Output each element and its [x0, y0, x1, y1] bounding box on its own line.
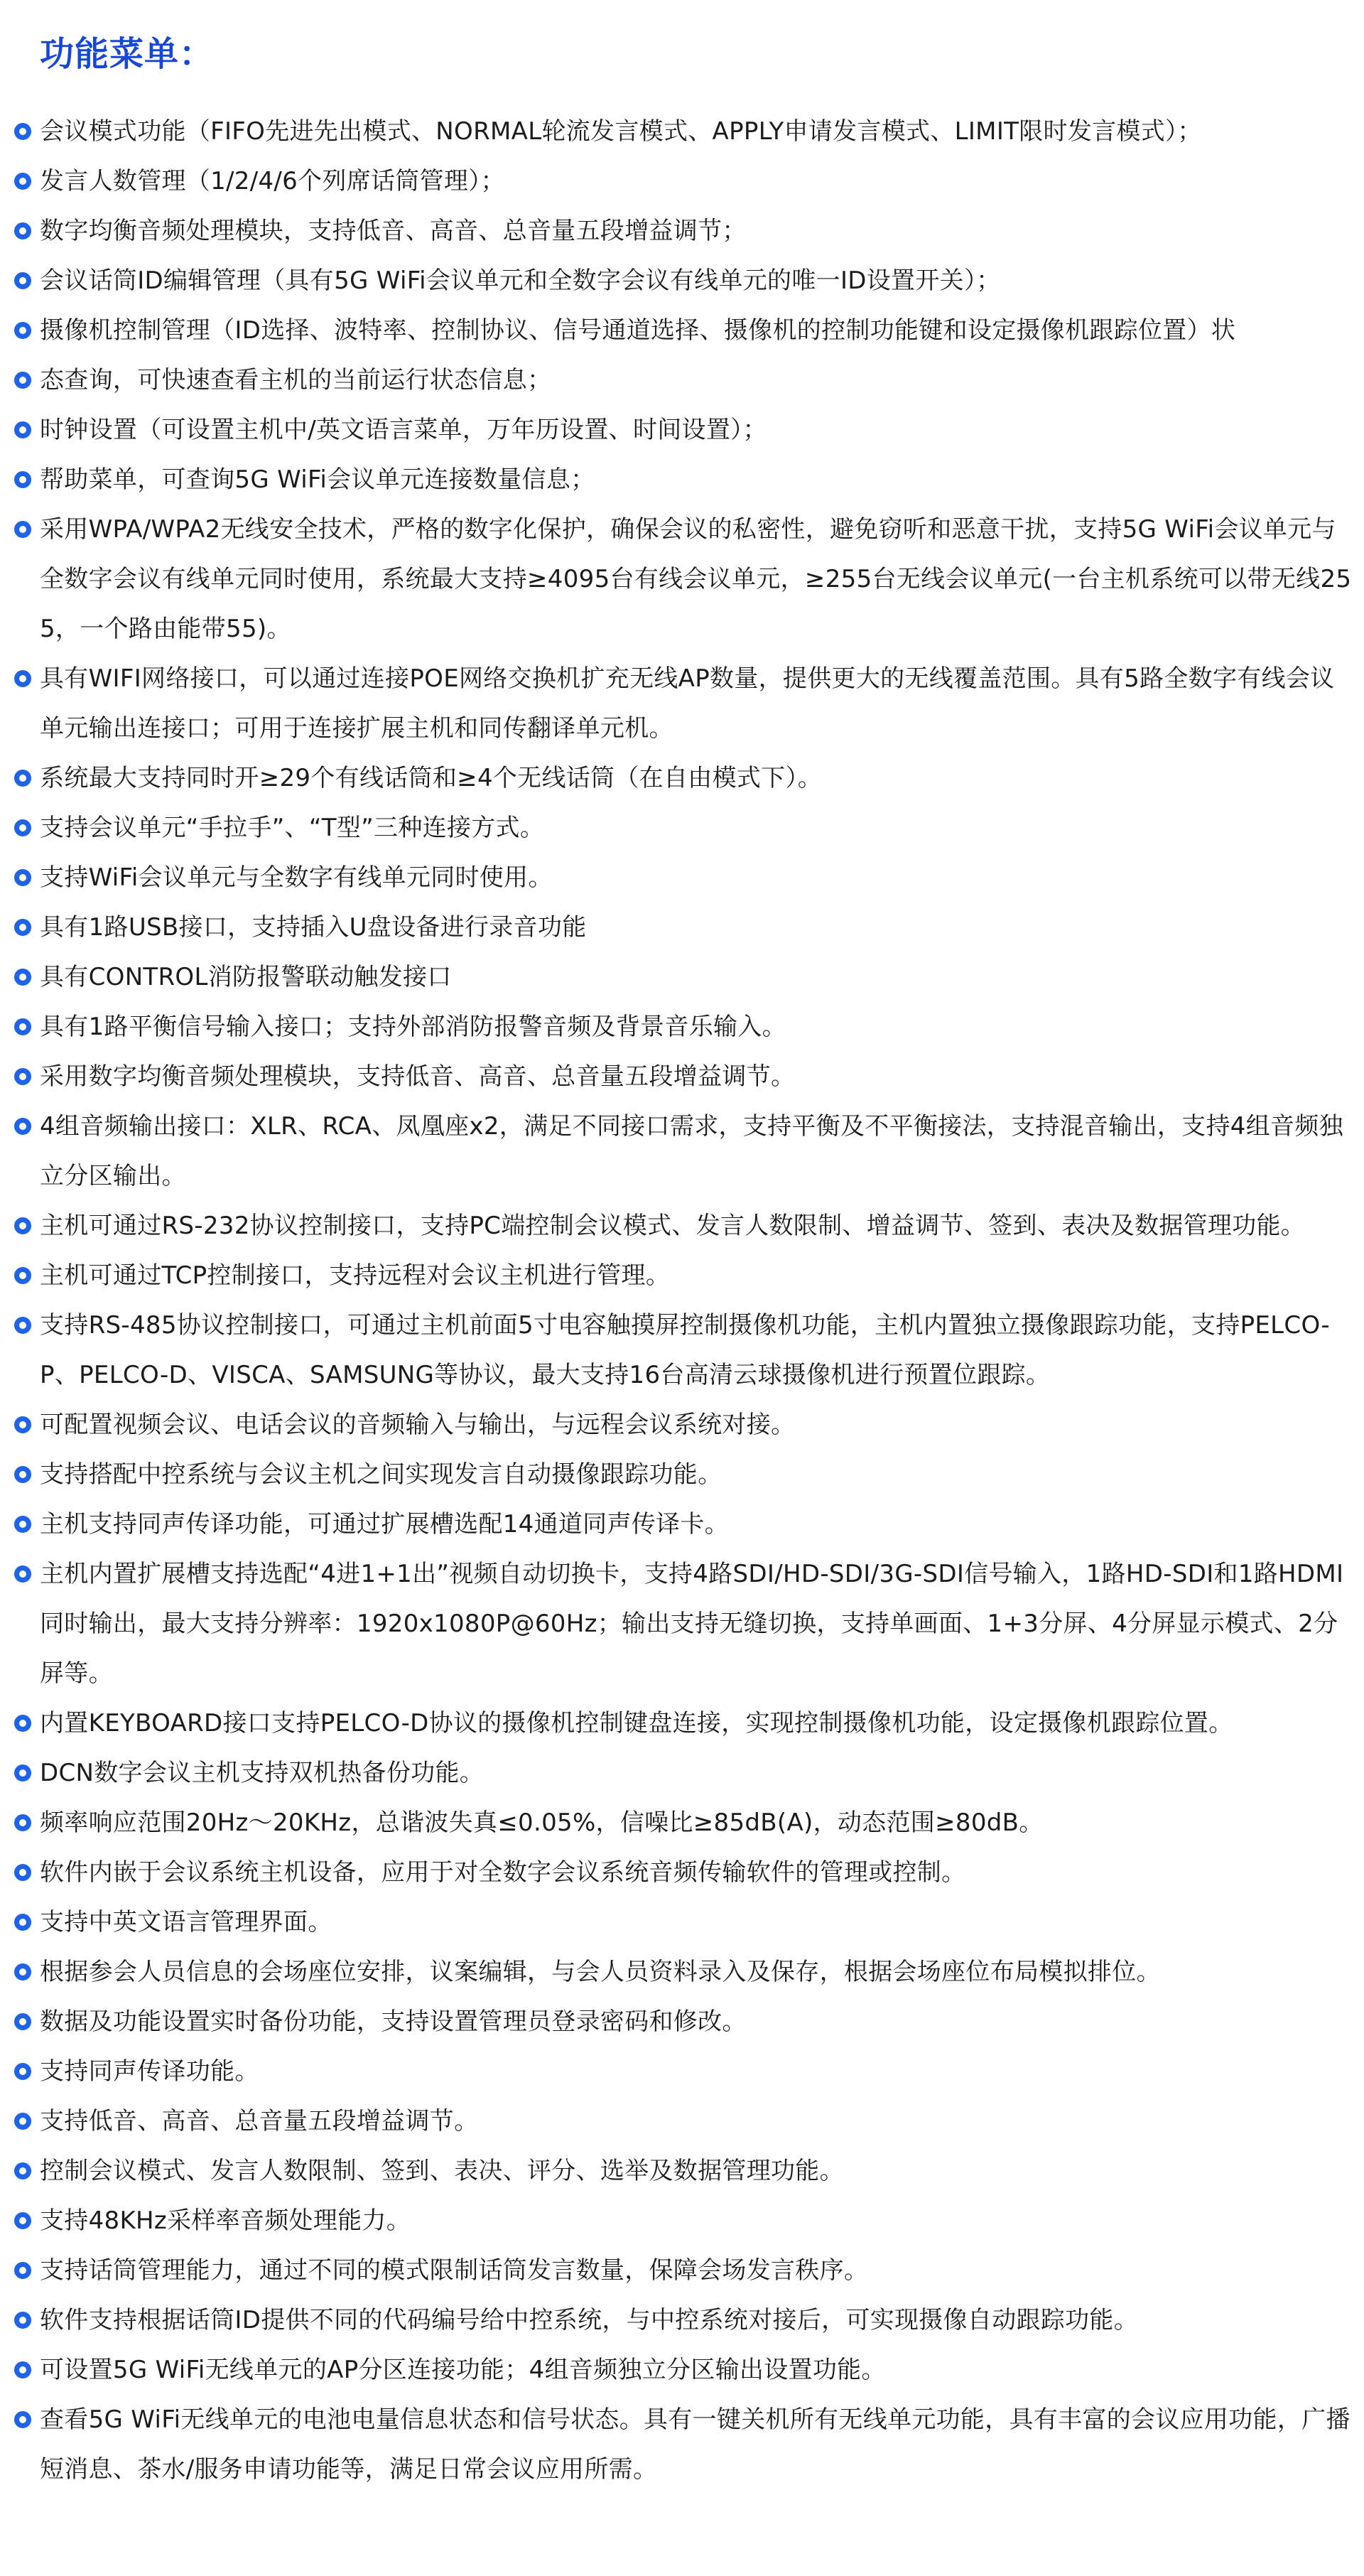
feature-text: 系统最大支持同时开≥29个有线话筒和≥4个无线话筒（在自由模式下）。	[40, 764, 823, 792]
bullet-ring-icon	[14, 1914, 31, 1931]
bullet-ring-icon	[14, 2262, 31, 2279]
bullet-ring-icon	[14, 2013, 31, 2030]
feature-item	[14, 2196, 1354, 2246]
bullet-ring-icon	[14, 2361, 31, 2378]
feature-item	[14, 1101, 1354, 1201]
feature-text: 摄像机控制管理（ID选择、波特率、控制协议、信号通道选择、摄像机的控制功能键和设定摄像机跟踪位置）状	[40, 316, 1236, 345]
bullet-ring-icon	[14, 670, 31, 687]
feature-text: 发言人数管理（1/2/4/6个列席话筒管理）；	[40, 167, 505, 195]
bullet-ring-icon	[14, 1416, 31, 1433]
feature-text: 控制会议模式、发言人数限制、签到、表决、评分、选举及数据管理功能。	[40, 2157, 844, 2185]
feature-item	[14, 952, 1354, 1002]
feature-text: 具有1路平衡信号输入接口；支持外部消防报警音频及背景音乐输入。	[40, 1013, 786, 1041]
feature-item	[14, 1499, 1354, 1549]
feature-item	[14, 803, 1354, 853]
bullet-ring-icon	[14, 1267, 31, 1284]
feature-text: 具有WIFI网络接口，可以通过连接POE网络交换机扩充无线AP数量，提供更大的无线覆盖范围。具有5路全数字有线会议单元输出连接口；可用于连接扩展主机和同传翻译单元机。	[40, 664, 1335, 743]
bullet-ring-icon	[14, 819, 31, 836]
bullet-ring-icon	[14, 2113, 31, 2130]
bullet-ring-icon	[14, 1018, 31, 1035]
bullet-ring-icon	[14, 1068, 31, 1085]
bullet-ring-icon	[14, 1565, 31, 1583]
feature-item	[14, 2246, 1354, 2295]
feature-text: 查看5G WiFi无线单元的电池电量信息状态和信号状态。具有一键关机所有无线单元功能，具有丰富的会议应用功能，广播短消息、茶水/服务申请功能等，满足日常会议应用所需。	[40, 2405, 1351, 2484]
bullet-ring-icon	[14, 1764, 31, 1782]
feature-item	[14, 355, 1354, 405]
feature-item	[14, 2146, 1354, 2196]
bullet-ring-icon	[14, 1466, 31, 1483]
feature-text: 采用数字均衡音频处理模块，支持低音、高音、总音量五段增益调节。	[40, 1062, 796, 1091]
feature-text: 可设置5G WiFi无线单元的AP分区连接功能；4组音频独立分区输出设置功能。	[40, 2356, 886, 2384]
feature-item	[14, 256, 1354, 306]
bullet-ring-icon	[14, 372, 31, 389]
feature-text: 具有CONTROL消防报警联动触发接口	[40, 963, 452, 991]
bullet-ring-icon	[14, 222, 31, 239]
bullet-ring-icon	[14, 1963, 31, 1980]
feature-item	[14, 206, 1354, 256]
feature-text: 根据参会人员信息的会场座位安排，议案编辑，与会人员资料录入及保存，根据会场座位布局模拟排位。	[40, 1958, 1161, 1986]
feature-item	[14, 405, 1354, 455]
feature-item	[14, 1400, 1354, 1450]
feature-item	[14, 156, 1354, 206]
bullet-ring-icon	[14, 421, 31, 438]
feature-item	[14, 654, 1354, 753]
feature-item	[14, 753, 1354, 803]
page-title: 功能菜单：	[40, 34, 215, 74]
bullet-ring-icon	[14, 2063, 31, 2080]
feature-text: 主机支持同声传译功能，可通过扩展槽选配14通道同声传译卡。	[40, 1510, 729, 1538]
feature-text: 具有1路USB接口，支持插入U盘设备进行录音功能	[40, 913, 587, 942]
bullet-ring-icon	[14, 969, 31, 986]
feature-text: 主机可通过RS-232协议控制接口，支持PC端控制会议模式、发言人数限制、增益调节、签到、表决及数据管理功能。	[40, 1212, 1306, 1240]
feature-item	[14, 1052, 1354, 1101]
feature-text: 采用WPA/WPA2无线安全技术，严格的数字化保护，确保会议的私密性，避免窃听和恶意干扰，支持5G WiFi会议单元与全数字会议有线单元同时使用，系统最大支持≥4095台有线会议单元，≥255台无线会议单元(一台主机系统可以带无线255，一个路由能带55)。	[40, 515, 1352, 643]
bullet-ring-icon	[14, 2411, 31, 2428]
feature-item	[14, 2295, 1354, 2345]
feature-text: 支持搭配中控系统与会议主机之间实现发言自动摄像跟踪功能。	[40, 1460, 722, 1489]
feature-text: 时钟设置（可设置主机中/英文语言菜单，万年历设置、时间设置）；	[40, 416, 767, 444]
feature-text: 数据及功能设置实时备份功能，支持设置管理员登录密码和修改。	[40, 2008, 747, 2036]
bullet-ring-icon	[14, 173, 31, 190]
feature-item	[14, 1201, 1354, 1251]
feature-text: 支持WiFi会议单元与全数字有线单元同时使用。	[40, 863, 553, 892]
bullet-ring-icon	[14, 770, 31, 787]
feature-item	[14, 1300, 1354, 1400]
bullet-ring-icon	[14, 869, 31, 886]
feature-item	[14, 505, 1354, 654]
feature-item	[14, 1251, 1354, 1300]
bullet-ring-icon	[14, 2162, 31, 2179]
feature-text: 会议话筒ID编辑管理（具有5G WiFi会议单元和全数字会议有线单元的唯一ID设置开关）；	[40, 266, 1001, 295]
feature-text: 内置KEYBOARD接口支持PELCO-D协议的摄像机控制键盘连接，实现控制摄像机功能，设定摄像机跟踪位置。	[40, 1709, 1233, 1737]
feature-text: 支持话筒管理能力，通过不同的模式限制话筒发言数量，保障会场发言秩序。	[40, 2256, 869, 2285]
feature-item	[14, 1997, 1354, 2047]
feature-item	[14, 1848, 1354, 1897]
feature-item	[14, 2047, 1354, 2096]
feature-text: 数字均衡音频处理模块，支持低音、高音、总音量五段增益调节；	[40, 217, 747, 245]
bullet-ring-icon	[14, 272, 31, 289]
feature-item	[14, 2096, 1354, 2146]
bullet-ring-icon	[14, 322, 31, 339]
feature-item	[14, 1897, 1354, 1947]
bullet-ring-icon	[14, 919, 31, 936]
feature-item	[14, 1450, 1354, 1499]
feature-text: 支持会议单元“手拉手”、“T型”三种连接方式。	[40, 814, 545, 842]
bullet-ring-icon	[14, 1317, 31, 1334]
bullet-ring-icon	[14, 1516, 31, 1533]
bullet-ring-icon	[14, 2212, 31, 2229]
feature-text: 帮助菜单，可查询5G WiFi会议单元连接数量信息；	[40, 465, 595, 494]
feature-text: 会议模式功能（FIFO先进先出模式、NORMAL轮流发言模式、APPLY申请发言模式、LIMIT限时发言模式）；	[40, 117, 1202, 146]
feature-item	[14, 1698, 1354, 1748]
bullet-ring-icon	[14, 1814, 31, 1831]
feature-item	[14, 1748, 1354, 1798]
bullet-ring-icon	[14, 1864, 31, 1881]
feature-text: 支持中英文语言管理界面。	[40, 1908, 332, 1936]
bullet-ring-icon	[14, 2312, 31, 2329]
feature-text: 支持48KHz采样率音频处理能力。	[40, 2206, 411, 2235]
bullet-ring-icon	[14, 1217, 31, 1234]
feature-text: 4组音频输出接口：XLR、RCA、凤凰座x2，满足不同接口需求，支持平衡及不平衡接法，支持混音输出，支持4组音频独立分区输出。	[40, 1112, 1343, 1190]
bullet-ring-icon	[14, 1715, 31, 1732]
feature-item	[14, 902, 1354, 952]
feature-text: 支持低音、高音、总音量五段增益调节。	[40, 2107, 479, 2135]
bullet-ring-icon	[14, 471, 31, 488]
feature-text: 软件内嵌于会议系统主机设备，应用于对全数字会议系统音频传输软件的管理或控制。	[40, 1858, 966, 1887]
bullet-ring-icon	[14, 123, 31, 140]
bullet-ring-icon	[14, 521, 31, 538]
feature-text: 支持RS-485协议控制接口，可通过主机前面5寸电容触摸屏控制摄像机功能，主机内置独立摄像跟踪功能，支持PELCO-P、PELCO-D、VISCA、SAMSUNG等协议，最大支持16台高清云球摄像机进行预置位跟踪。	[40, 1311, 1331, 1389]
feature-item	[14, 1798, 1354, 1848]
feature-item	[14, 107, 1354, 156]
feature-item	[14, 853, 1354, 902]
feature-item	[14, 1002, 1354, 1052]
feature-text: DCN数字会议主机支持双机热备份功能。	[40, 1759, 485, 1787]
feature-item	[14, 455, 1354, 505]
bullet-ring-icon	[14, 1118, 31, 1135]
feature-text: 可配置视频会议、电话会议的音频输入与输出，与远程会议系统对接。	[40, 1411, 796, 1439]
feature-text: 软件支持根据话筒ID提供不同的代码编号给中控系统，与中控系统对接后，可实现摄像自动跟踪功能。	[40, 2306, 1139, 2334]
feature-item	[14, 2345, 1354, 2395]
feature-text: 频率响应范围20Hz～20KHz，总谐波失真≤0.05%，信噪比≥85dB(A)，动态范围≥80dB。	[40, 1809, 1044, 1837]
feature-text: 主机可通过TCP控制接口，支持远程对会议主机进行管理。	[40, 1261, 671, 1290]
feature-item	[14, 1947, 1354, 1997]
feature-item	[14, 2395, 1354, 2494]
feature-item	[14, 1549, 1354, 1698]
feature-text: 主机内置扩展槽支持选配“4进1+1出”视频自动切换卡，支持4路SDI/HD-SDI/3G-SDI信号输入，1路HD-SDI和1路HDMI同时输出，最大支持分辨率：1920x1080P@60Hz；输出支持无缝切换，支持单画面、1+3分屏、4分屏显示模式、2分屏等。	[40, 1560, 1344, 1688]
feature-item	[14, 306, 1354, 355]
feature-text: 支持同声传译功能。	[40, 2057, 259, 2086]
feature-list	[14, 107, 1354, 2494]
feature-text: 态查询，可快速查看主机的当前运行状态信息；	[40, 366, 552, 394]
